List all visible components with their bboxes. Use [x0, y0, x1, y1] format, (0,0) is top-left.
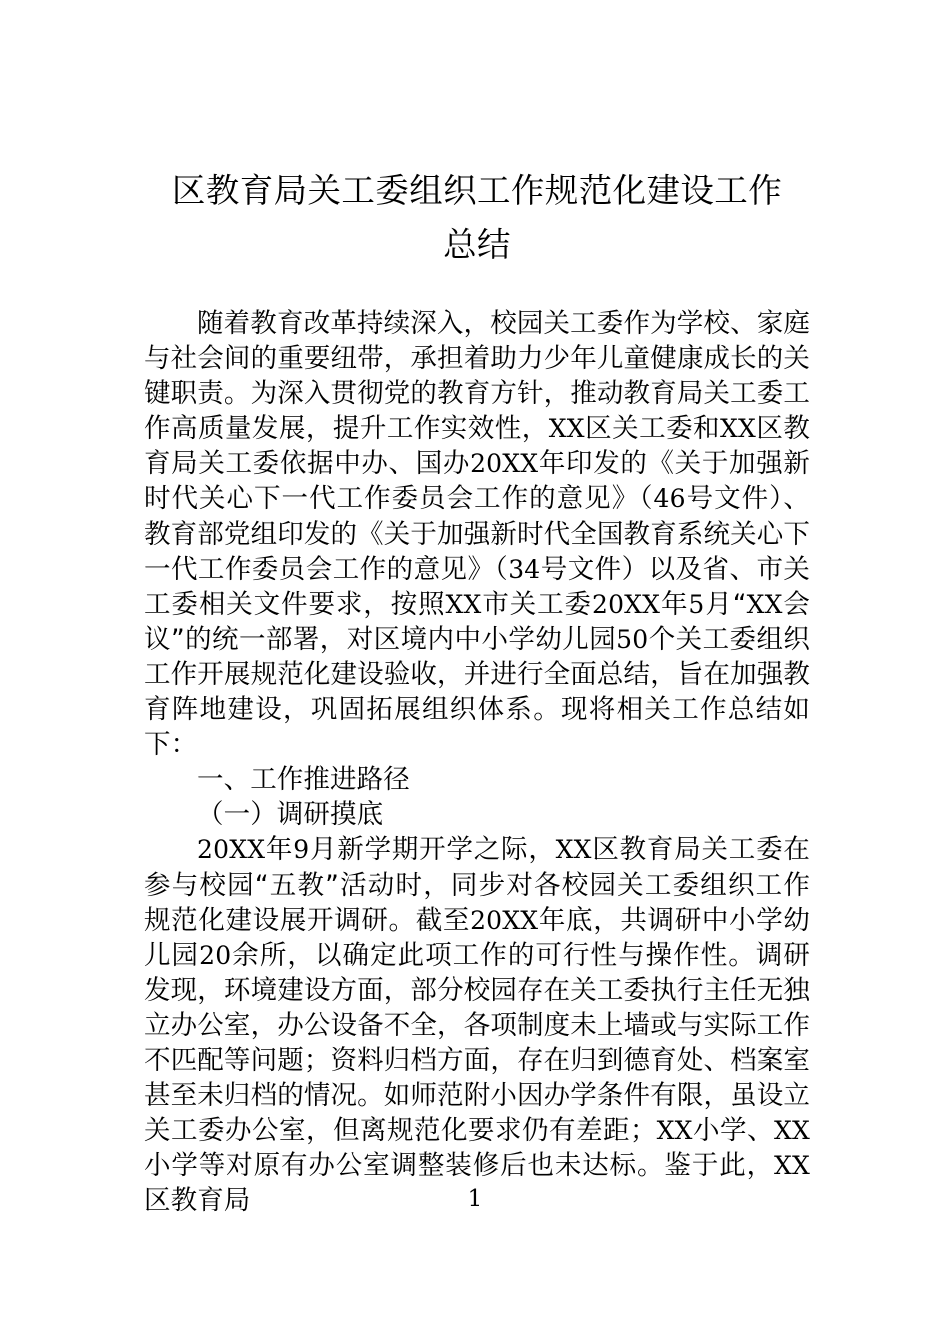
title-line-2: 总结 — [443, 225, 511, 264]
paragraph-research-survey: 20XX年9月新学期开学之际，XX区教育局关工委在参与校园“五教”活动时，同步对各校园关工委组织工作规范化建设展开调研。截至20XX年底，共调研中小学幼儿园20余所，以确定此项工作的可行性与操作性。调研发现，环境建设方面，部分校园存在关工委执行主任无独立办公室，办公设备不全，各项制度未上墙或与实际工作不匹配等问题；资料归档方面，存在归到德育处、档案室甚至未归档的情况。如师范附小因办学条件有限，虽设立关工委办公室，但离规范化要求仍有差距；XX小学、XX小学等对原有办公室调整装修后也未达标。鉴于此，XX区教育局 — [144, 834, 811, 1217]
title-line-1: 区教育局关工委组织工作规范化建设工作 — [171, 171, 783, 210]
page-title — [144, 0, 810, 272]
latin-run: 50 — [616, 624, 649, 654]
latin-run: XX — [720, 414, 757, 444]
latin-run: XX — [656, 1116, 693, 1146]
latin-run: 9 — [293, 835, 310, 865]
latin-run: 20XX — [197, 835, 266, 865]
latin-run: 20XX — [591, 589, 661, 619]
heading-section-one: 一、工作推进路径 — [197, 764, 410, 796]
latin-run: 20XX — [470, 449, 539, 479]
latin-run: XX — [746, 589, 783, 619]
latin-run: 5 — [688, 589, 705, 619]
paragraph-intro: 随着教育改革持续深入，校园关工委作为学校、家庭与社会间的重要纽带，承担着助力少年儿童健康成长的关键职责。为深入贯彻党的教育方针，推动教育局关工委工作高质量发展，提升工作实效性，XX区关工委和XX区教育局关工委依据中办、国办20XX年印发的《关于加强新时代关心下一代工作委员会工作的意见》（46号文件）、教育部党组印发的《关于加强新时代全国教育系统关心下一代工作委员会工作的意见》（34号文件）以及省、市关工委相关文件要求，按照XX市关工委20XX年5月“XX会议”的统一部署，对区境内中小学幼儿园50个关工委组织工作开展规范化建设验收，并进行全面总结，旨在加强教育阵地建设，巩固拓展组织体系。现将相关工作总结如下： — [144, 308, 811, 761]
latin-run: XX — [774, 1151, 810, 1181]
page-number: 1 — [467, 1186, 483, 1212]
latin-run: 20 — [199, 940, 232, 970]
latin-run: XX — [548, 414, 585, 444]
heading-subsection-one: （一）调研摸底 — [197, 799, 384, 831]
latin-run: 46 — [653, 484, 686, 514]
latin-run: XX — [555, 835, 592, 865]
latin-run: 34 — [508, 554, 541, 584]
document-content — [144, 0, 810, 1218]
latin-run: 20XX — [470, 905, 539, 935]
document-body — [144, 306, 810, 1218]
latin-run: XX — [774, 1116, 810, 1146]
latin-run: XX — [445, 589, 482, 619]
